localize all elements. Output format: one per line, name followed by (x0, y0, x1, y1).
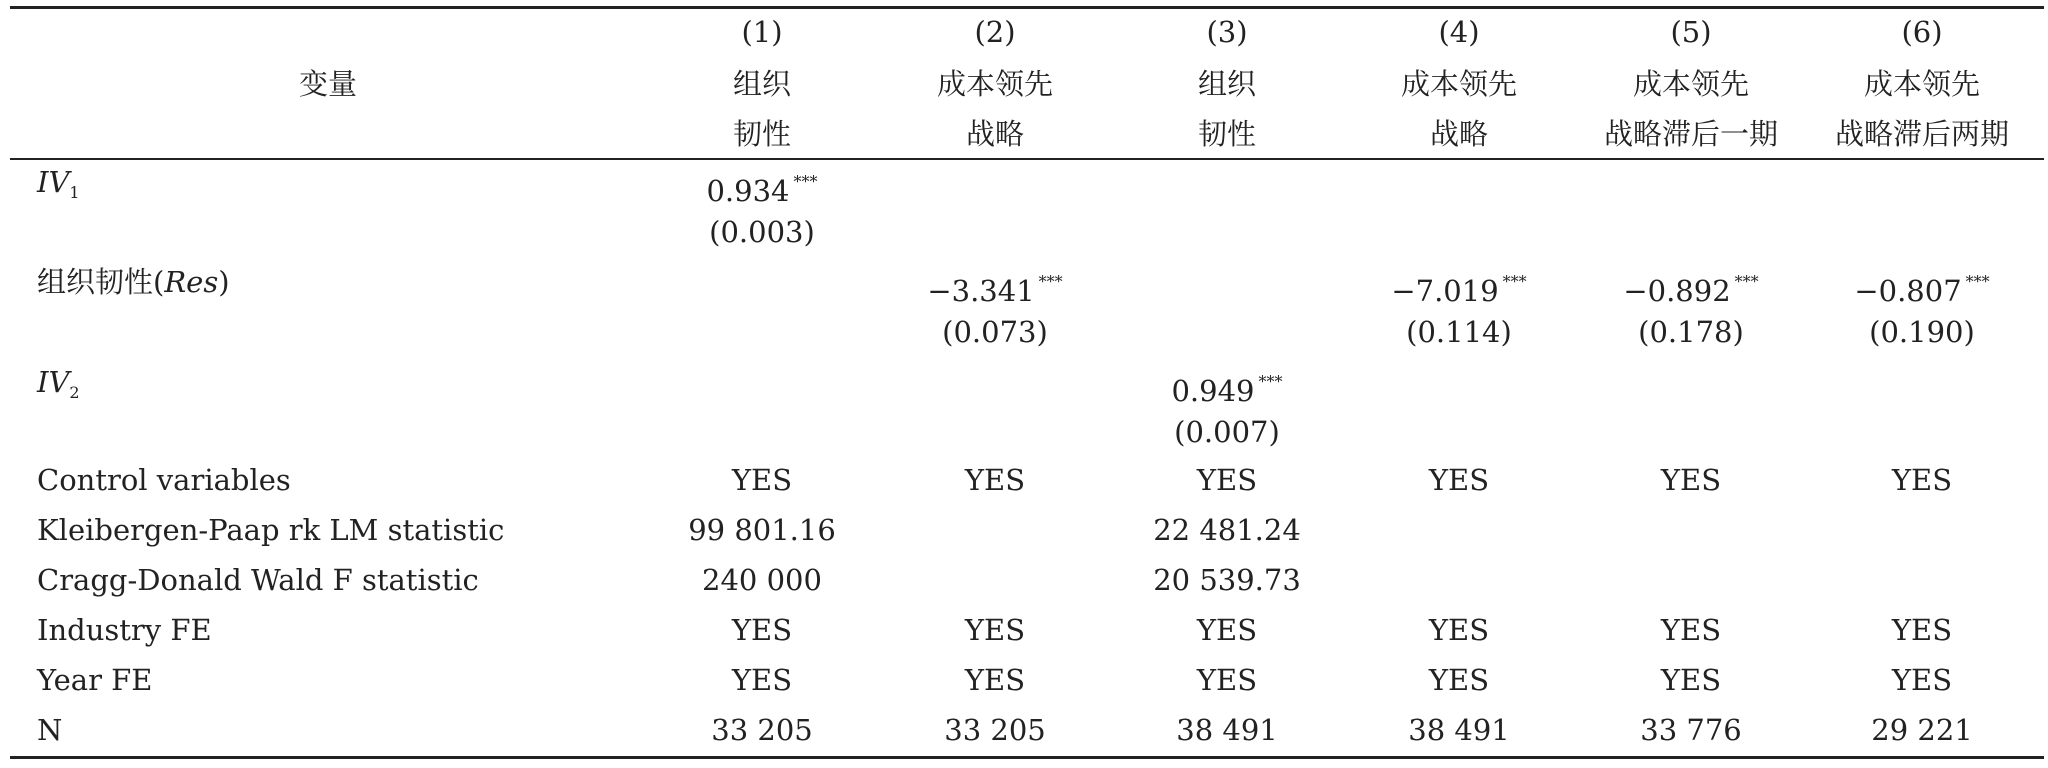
column-1-title-line2: 韧性 (732, 117, 792, 151)
column-6-title-line2: 战略滞后两期 (1834, 117, 2010, 151)
n-col2: 33 205 (944, 713, 1046, 747)
kp-col3: 22 481.24 (1153, 513, 1301, 547)
res-coef-col4: −7.019 *** (1391, 272, 1527, 308)
industry-col4: YES (1428, 613, 1490, 647)
year-col4: YES (1428, 663, 1490, 697)
column-3-title-line1: 组织 (1197, 67, 1257, 101)
year-col1: YES (731, 663, 793, 697)
kp-col1: 99 801.16 (688, 513, 836, 547)
column-3-title-line2: 韧性 (1197, 117, 1257, 151)
n-col4: 38 491 (1408, 713, 1510, 747)
year-col5: YES (1660, 663, 1722, 697)
res-coef-col2: −3.341 *** (927, 272, 1063, 308)
column-4-title-line1: 成本领先 (1400, 67, 1518, 101)
control-col5: YES (1660, 463, 1722, 497)
control-col2: YES (964, 463, 1026, 497)
column-1-number: (1) (741, 15, 783, 49)
row-label-kleibergen-paap: Kleibergen-Paap rk LM statistic (37, 513, 505, 547)
row-label-cragg-donald: Cragg-Donald Wald F statistic (37, 563, 479, 597)
iv2-coef-col3: 0.949 *** (1171, 372, 1283, 408)
column-5-number: (5) (1670, 15, 1712, 49)
res-se-col2: (0.073) (942, 315, 1048, 349)
column-6-number: (6) (1901, 15, 1943, 49)
table-bottom-rule (10, 756, 2044, 759)
control-col4: YES (1428, 463, 1490, 497)
row-label-iv2: $IV_2$ (37, 365, 80, 402)
cd-col3: 20 539.73 (1153, 563, 1301, 597)
row-label-iv1: $IV_1$ (37, 165, 80, 202)
variable-column-header: 变量 (298, 67, 358, 101)
n-col5: 33 776 (1640, 713, 1742, 747)
industry-col1: YES (731, 613, 793, 647)
row-label-n: N (37, 713, 63, 747)
industry-col6: YES (1891, 613, 1953, 647)
iv2-se-col3: (0.007) (1174, 415, 1280, 449)
table-header-rule (10, 158, 2044, 160)
iv1-se-col1: (0.003) (709, 215, 815, 249)
column-6-title-line1: 成本领先 (1863, 67, 1981, 101)
n-col6: 29 221 (1871, 713, 1973, 747)
control-col6: YES (1891, 463, 1953, 497)
n-col1: 33 205 (711, 713, 813, 747)
column-3-number: (3) (1206, 15, 1248, 49)
table-top-rule (10, 6, 2044, 9)
res-se-col5: (0.178) (1638, 315, 1744, 349)
iv1-coef-col1: 0.934 *** (706, 172, 818, 208)
row-label-industry-fe: Industry FE (37, 613, 212, 647)
industry-col2: YES (964, 613, 1026, 647)
column-2-number: (2) (974, 15, 1016, 49)
column-5-title-line1: 成本领先 (1632, 67, 1750, 101)
year-col3: YES (1196, 663, 1258, 697)
row-label-res: 组织韧性(Res) (37, 265, 230, 299)
res-coef-col6: −0.807 *** (1854, 272, 1990, 308)
res-se-col6: (0.190) (1869, 315, 1975, 349)
cd-col1: 240 000 (702, 563, 822, 597)
column-4-title-line2: 战略 (1429, 117, 1489, 151)
row-label-control-variables: Control variables (37, 463, 291, 497)
column-2-title-line1: 成本领先 (936, 67, 1054, 101)
industry-col5: YES (1660, 613, 1722, 647)
n-col3: 38 491 (1176, 713, 1278, 747)
column-2-title-line2: 战略 (965, 117, 1025, 151)
year-col2: YES (964, 663, 1026, 697)
column-1-title-line1: 组织 (732, 67, 792, 101)
res-se-col4: (0.114) (1406, 315, 1512, 349)
control-col1: YES (731, 463, 793, 497)
year-col6: YES (1891, 663, 1953, 697)
column-4-number: (4) (1438, 15, 1480, 49)
control-col3: YES (1196, 463, 1258, 497)
industry-col3: YES (1196, 613, 1258, 647)
res-coef-col5: −0.892 *** (1623, 272, 1759, 308)
column-5-title-line2: 战略滞后一期 (1603, 117, 1779, 151)
row-label-year-fe: Year FE (37, 663, 153, 697)
